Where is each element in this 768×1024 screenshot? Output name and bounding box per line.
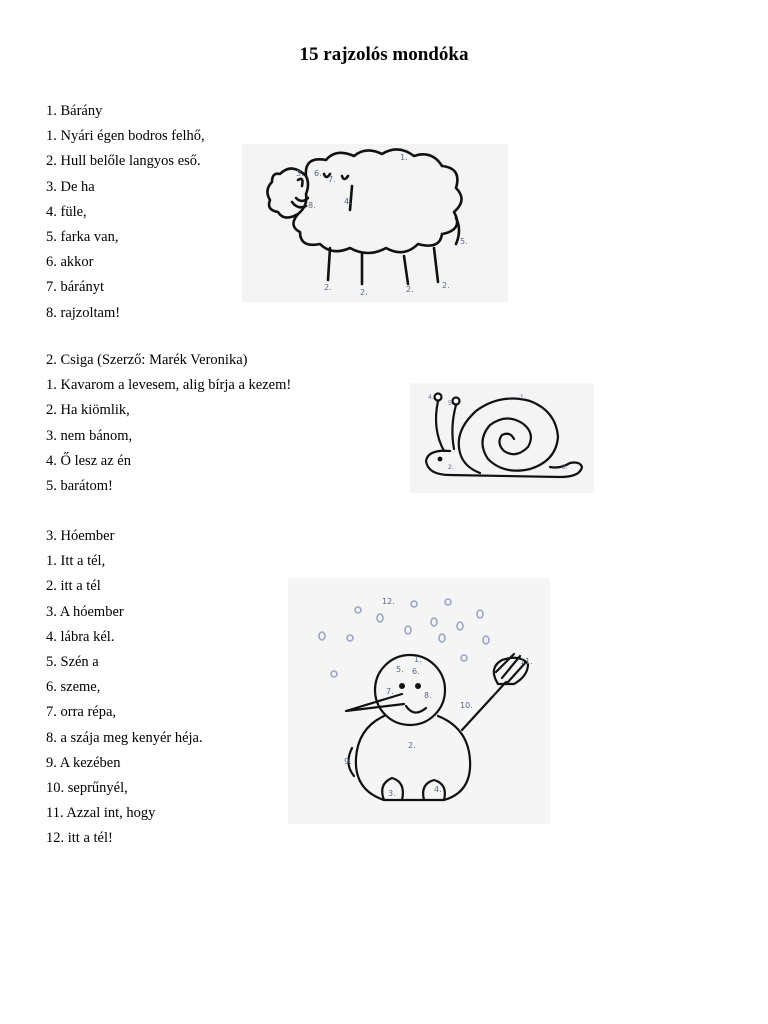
sheep-label: 4. (344, 197, 352, 206)
snowman-label: 3. (388, 789, 396, 798)
sheep-label: 6. (314, 169, 322, 178)
rhyme-line: 6. szeme, (46, 679, 101, 696)
rhyme-line: 7. orra répa, (46, 704, 117, 721)
snowman-label: 4. (434, 785, 442, 794)
rhyme-line: 5. farka van, (46, 229, 119, 246)
rhyme-line: 3. A hóember (46, 603, 124, 620)
rhyme-heading: 2. Csiga (Szerző: Marék Veronika) (46, 352, 248, 368)
rhyme-line: 12. itt a tél! (46, 830, 113, 847)
snowman-eye (399, 683, 405, 689)
snowman-label: 12. (382, 597, 395, 606)
drawing-background (288, 578, 550, 824)
rhyme-line: 7. bárányt (46, 279, 104, 296)
snail-label: 1. (520, 394, 526, 401)
sheep-label: 2. (406, 285, 414, 294)
rhyme-line: 3. De ha (46, 178, 95, 195)
snowman-label: 9. (344, 757, 352, 766)
snowman-label: 11. (520, 657, 533, 666)
drawing-background (242, 144, 508, 302)
sheep-label: 2. (442, 281, 450, 290)
sheep-label: 1. (400, 153, 408, 162)
rhyme-section-csiga (46, 348, 291, 499)
rhyme-line: 2. Ha kiömlik, (46, 402, 130, 419)
snowman-drawing (288, 578, 550, 824)
rhyme-heading: 3. Hóember (46, 528, 115, 544)
snail-label: 2. (448, 464, 454, 471)
sheep-label: 7. (328, 175, 336, 184)
snail-drawing (410, 383, 594, 493)
rhyme-heading: 1. Bárány (46, 103, 103, 119)
sheep-label: 2. (324, 283, 332, 292)
rhyme-line: 8. a szája meg kenyér héja. (46, 729, 203, 746)
rhyme-section-hoember (46, 524, 203, 852)
rhyme-line: 4. Ő lesz az én (46, 452, 131, 469)
rhyme-line: 2. itt a tél (46, 578, 101, 595)
rhyme-line: 1. Itt a tél, (46, 553, 106, 570)
rhyme-line: 8. rajzoltam! (46, 304, 121, 321)
rhyme-line: 11. Azzal int, hogy (46, 805, 156, 822)
rhyme-line: 1. Nyári égen bodros felhő, (46, 128, 205, 145)
page-title: 15 rajzolós mondóka (299, 44, 469, 65)
rhyme-line: 4. füle, (46, 203, 87, 220)
snowman-label: 1. (414, 655, 422, 664)
snowman-label: 2. (408, 741, 416, 750)
sheep-label: 8. (308, 201, 316, 210)
snail-label: 5. (448, 400, 454, 407)
rhyme-line: 6. akkor (46, 254, 94, 271)
sheep-label: 3. (296, 169, 304, 178)
rhyme-section-barany (46, 99, 205, 326)
snowman-label: 8. (424, 691, 432, 700)
rhyme-line: 3. nem bánom, (46, 427, 133, 444)
rhyme-line: 1. Kavarom a levesem, alig bírja a kezem! (46, 377, 292, 394)
snowman-label: 10. (460, 701, 473, 710)
snowman-label: 7. (386, 687, 394, 696)
snowman-label: 6. (412, 667, 420, 676)
sheep-label: 5. (460, 237, 468, 246)
snail-label: 4. (428, 394, 434, 401)
rhyme-line: 5. barátom! (46, 478, 113, 495)
snowman-label: 5. (396, 665, 404, 674)
rhyme-line: 5. Szén a (46, 654, 99, 671)
snail-eye (438, 457, 443, 462)
sheep-drawing (242, 144, 508, 302)
sheep-label: 2. (360, 288, 368, 297)
snowman-eye (415, 683, 421, 689)
rhyme-line: 4. lábra kél. (46, 628, 115, 645)
rhyme-line: 2. Hull belőle langyos eső. (46, 153, 201, 170)
rhyme-line: 10. seprűnyél, (46, 780, 128, 797)
snail-label: 3. (562, 464, 568, 471)
rhyme-line: 9. A kezében (46, 754, 121, 771)
